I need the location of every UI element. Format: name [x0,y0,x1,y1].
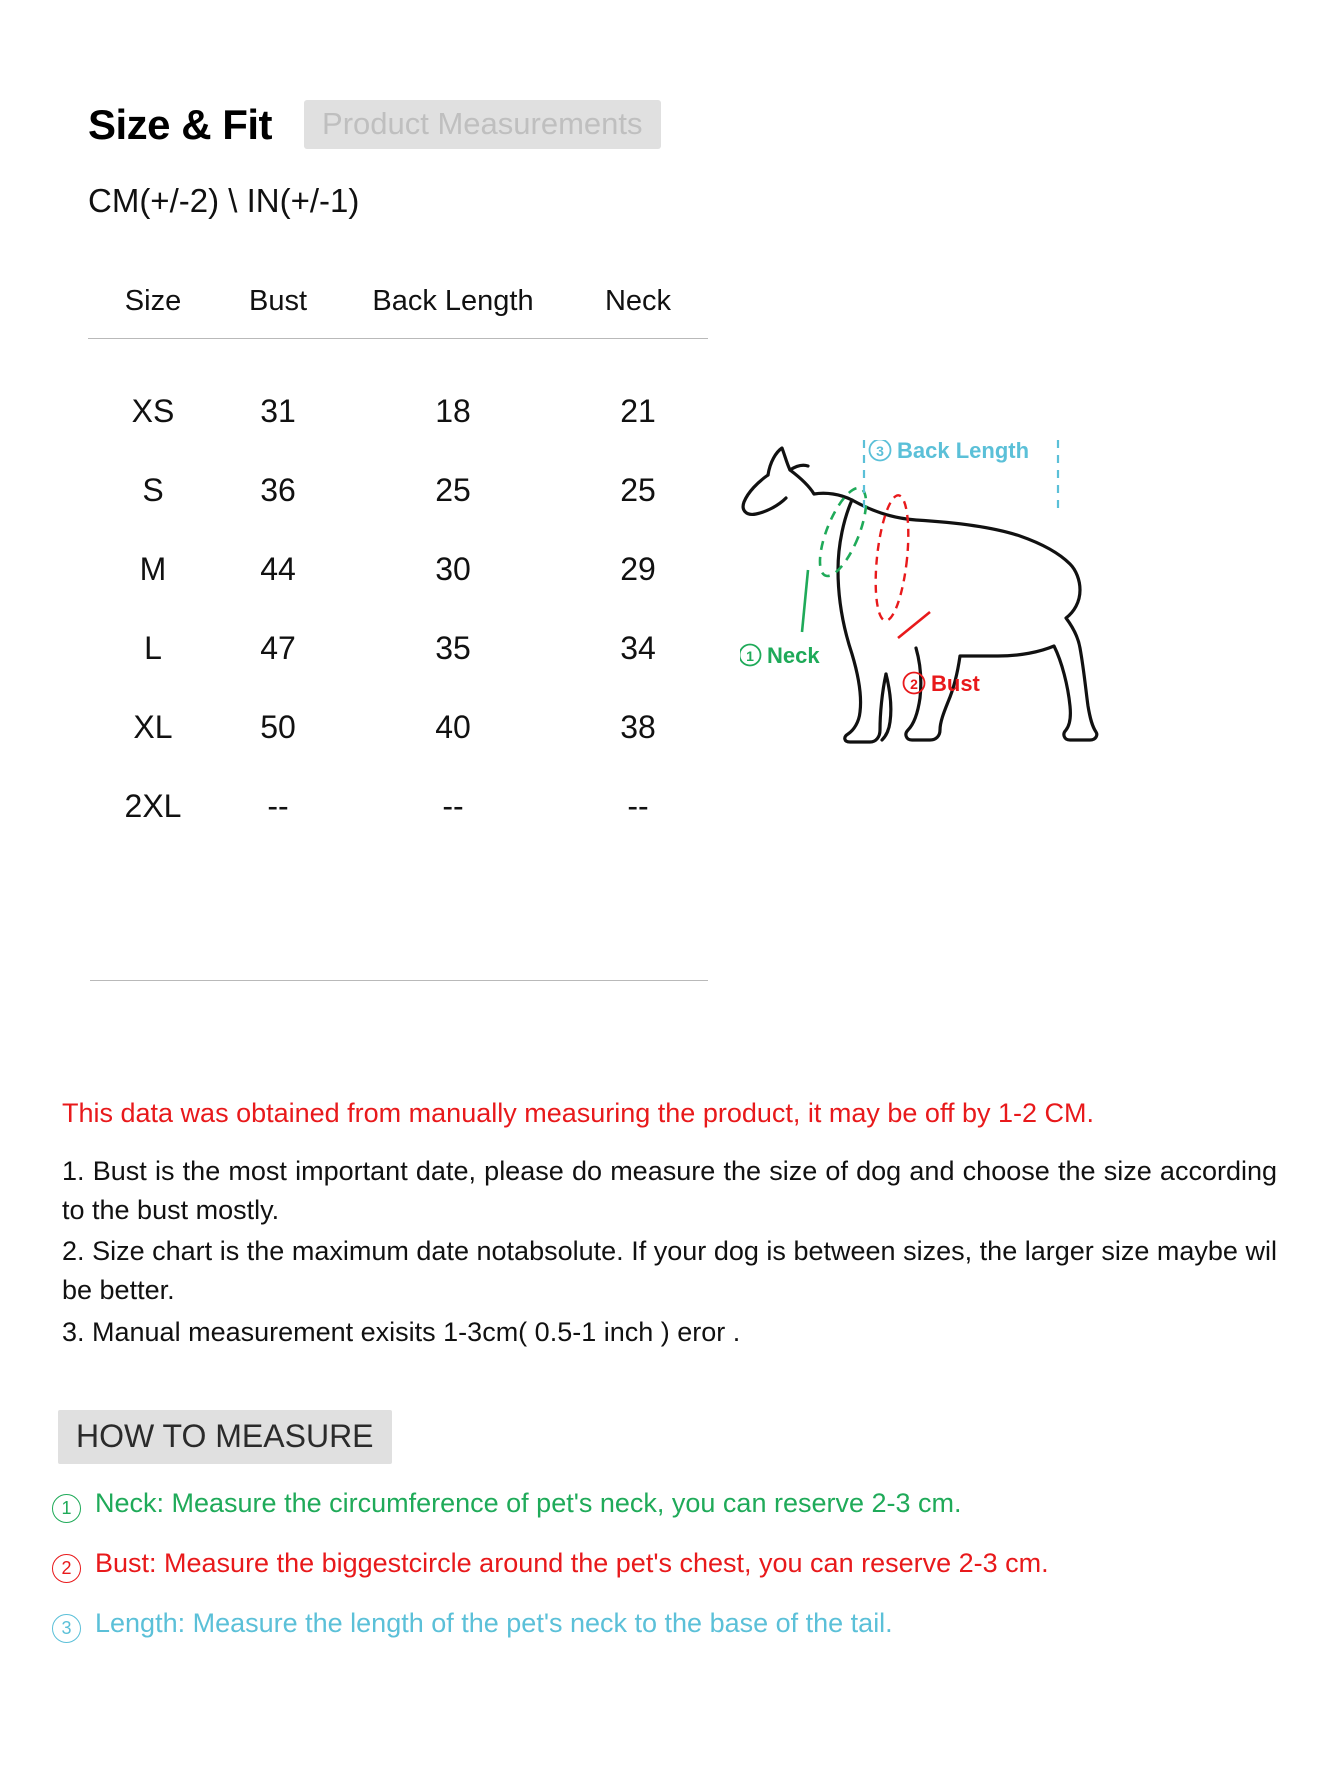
cell-bust: 31 [260,393,296,429]
size-table-body [88,339,708,847]
cell-back-length: 25 [435,472,471,508]
diagram-back-length-label: Back Length [897,440,1030,463]
circled-number-icon: 1 [52,1494,81,1523]
how-to-measure-title: HOW TO MEASURE [58,1410,392,1464]
how-to-measure-list [52,1488,1292,1668]
cell-bust: 36 [260,472,296,508]
cell-size: 2XL [124,788,182,824]
how-to-item-text: Length: Measure the length of the pet's neck to the base of the tail. [95,1608,893,1638]
cell-back-length: 35 [435,630,471,666]
how-to-item-bust [52,1548,1292,1581]
cell-size: L [144,630,162,666]
column-header-size: Size [124,285,182,317]
cell-bust: -- [267,788,289,824]
how-to-item-neck [52,1488,1292,1521]
note-item: 3. Manual measurement exisits 1-3cm( 0.5-1 inch ) eror . [62,1316,741,1347]
cell-back-length: 18 [435,393,471,429]
table-row [88,688,708,767]
cell-neck: 38 [620,709,656,745]
product-measurements-badge: Product Measurements [304,100,660,149]
diagram-neck-number: 1 [746,648,754,664]
table-row [88,339,708,452]
cell-neck: 34 [620,630,656,666]
table-row [88,609,708,688]
cell-bust: 50 [260,709,296,745]
cell-neck: 25 [620,472,656,508]
cell-back-length: 30 [435,551,471,587]
size-table-head [88,285,708,339]
cell-neck: 29 [620,551,656,587]
diagram-bust-label: Bust [931,671,980,696]
cell-size: XL [133,709,173,745]
cell-neck: 21 [620,393,656,429]
measurement-warning: This data was obtained from manually measuring the product, it may be off by 1-2 CM. [62,1098,1094,1128]
cell-size: M [139,551,167,587]
column-header-back-length: Back Length [372,285,534,317]
table-bottom-divider [90,980,708,981]
column-header-neck: Neck [604,285,672,317]
cell-back-length: 40 [435,709,471,745]
table-row [88,451,708,530]
note-item: 1. Bust is the most important date, please do measure the size of dog and choose the size according to the bust mostly. [62,1156,1277,1226]
diagram-neck-label: Neck [767,643,820,668]
diagram-back-length-number: 3 [876,443,884,459]
how-to-item-length [52,1608,1292,1641]
cell-back-length: -- [442,788,464,824]
cell-bust: 47 [260,630,296,666]
table-row [88,530,708,609]
how-to-item-text: Bust: Measure the biggestcircle around the pet's chest, you can reserve 2-3 cm. [95,1548,1049,1578]
cell-size: S [142,472,164,508]
units-note: CM(+/-2) \ IN(+/-1) [88,182,360,219]
circled-number-icon: 2 [52,1554,81,1583]
size-table-container [88,285,708,846]
table-row [88,767,708,846]
notes-list [62,1152,1277,1354]
dog-measurement-diagram [740,440,1210,800]
cell-bust: 44 [260,551,296,587]
column-header-bust: Bust [248,285,308,317]
note-item: 2. Size chart is the maximum date notabsolute. If your dog is between sizes, the larger size maybe wil be better. [62,1236,1277,1306]
header [88,100,661,149]
cell-size: XS [131,393,175,429]
page-title: Size & Fit [88,100,273,148]
size-table [88,285,708,846]
how-to-item-text: Neck: Measure the circumference of pet's neck, you can reserve 2-3 cm. [95,1488,962,1518]
diagram-bust-number: 2 [910,676,918,692]
table-header-row [88,285,708,339]
cell-neck: -- [627,788,649,824]
circled-number-icon: 3 [52,1614,81,1643]
